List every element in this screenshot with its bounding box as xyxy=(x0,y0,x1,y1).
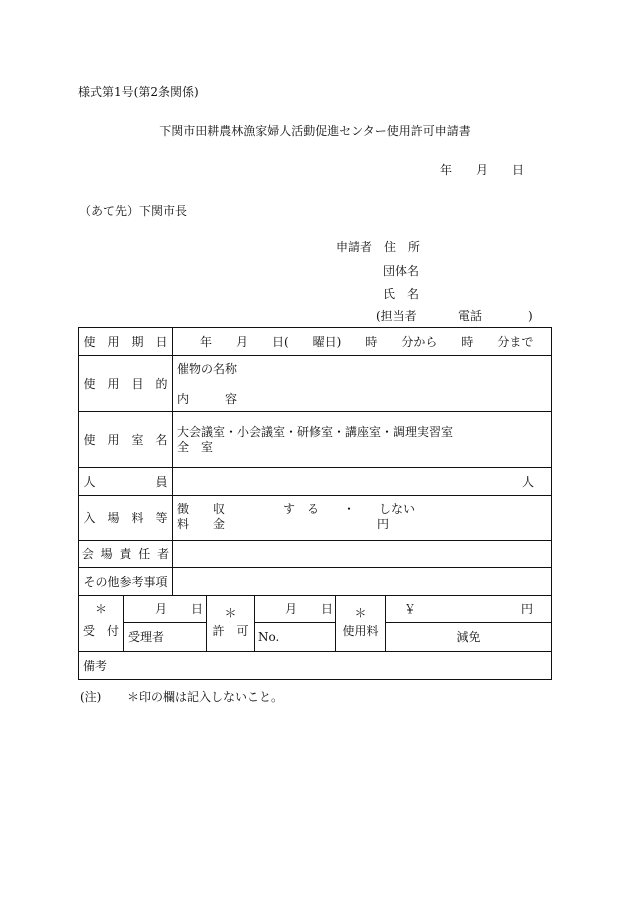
footnote-text: ＊印の欄は記入しないこと。 xyxy=(127,690,284,704)
usage-fee-label: 使用料 xyxy=(342,624,379,638)
room-field xyxy=(172,411,552,468)
reception-label-cell xyxy=(78,595,124,652)
exemption-label: 減免 xyxy=(456,630,481,644)
usage-fee-yen-unit: 円 xyxy=(520,602,533,616)
event-name-label: 催物の名称 xyxy=(177,362,238,376)
permission-date: 月 日 xyxy=(284,602,333,616)
usage-fee-label-cell xyxy=(335,595,386,652)
permission-label: 許 可 xyxy=(212,624,249,638)
contact-person-label: (担当者 xyxy=(376,309,417,323)
form-title: 下関市田耕農林漁家婦人活動促進センター使用許可申請書 xyxy=(159,124,471,138)
reception-date-cell xyxy=(123,595,207,623)
collect-choice: す る ・ しない xyxy=(283,502,416,516)
applicant-name-label: 氏 名 xyxy=(383,287,420,301)
applicant-address-label: 申請者 住 所 xyxy=(336,240,421,254)
reception-asterisk-mark: ＊ xyxy=(94,602,107,616)
phone-label: 電話 xyxy=(458,309,483,323)
admission-label: 入 場 料 等 xyxy=(78,495,173,541)
other-notes-field xyxy=(172,567,552,596)
admission-field xyxy=(172,495,552,541)
usage-fee-asterisk-mark: ＊ xyxy=(354,606,367,620)
applicant-group-label: 団体名 xyxy=(383,264,420,278)
permission-label-cell xyxy=(206,595,255,652)
addressee: （あて先）下関市長 xyxy=(79,204,188,218)
permission-asterisk-mark: ＊ xyxy=(224,606,237,620)
receiver-label: 受理者 xyxy=(128,630,165,644)
room-options: 大会議室・小会議室・研修室・講座室・調理実習室 xyxy=(177,425,454,439)
attendance-field xyxy=(172,467,552,496)
fee-yen-unit: 円 xyxy=(377,517,390,531)
fee-amount-label: 料 金 xyxy=(177,517,226,531)
purpose-field xyxy=(172,355,552,412)
venue-manager-field xyxy=(172,540,552,568)
reception-date: 月 日 xyxy=(154,602,203,616)
usage-date-value: 年 月 日( 曜日) 時 分から 時 分まで xyxy=(200,334,534,349)
form-number: 様式第1号(第2条関係) xyxy=(78,85,199,99)
receiver-cell xyxy=(123,622,207,652)
reception-label: 受 付 xyxy=(82,624,119,638)
other-notes-label: その他参考事項 xyxy=(78,567,173,596)
attendance-unit: 人 xyxy=(521,474,534,489)
venue-manager-label: 会 場 責 任 者 xyxy=(78,540,173,568)
contact-close-paren: ) xyxy=(528,309,533,323)
footnote-label: (注) xyxy=(80,690,102,704)
event-content-label: 内 容 xyxy=(177,392,238,406)
permission-date-cell xyxy=(254,595,336,623)
remarks-label: 備考 xyxy=(83,658,108,673)
usage-fee-amount-cell xyxy=(385,595,552,623)
yen-sign: ￥ xyxy=(404,602,417,616)
attendance-label: 人 員 xyxy=(78,467,173,496)
application-date: 年 月 日 xyxy=(440,163,525,177)
permission-number-label: No. xyxy=(258,630,280,644)
remarks-cell xyxy=(78,651,552,680)
all-rooms-option: 全 室 xyxy=(177,440,214,454)
collect-label: 徴 収 xyxy=(177,502,226,516)
permission-number-cell xyxy=(254,622,336,652)
usage-date-field xyxy=(172,327,552,356)
application-table xyxy=(78,327,552,680)
exemption-cell xyxy=(385,622,552,652)
room-label: 使 用 室 名 xyxy=(78,411,173,468)
usage-date-label: 使 用 期 日 xyxy=(78,327,173,356)
purpose-label: 使 用 目 的 xyxy=(78,355,173,412)
